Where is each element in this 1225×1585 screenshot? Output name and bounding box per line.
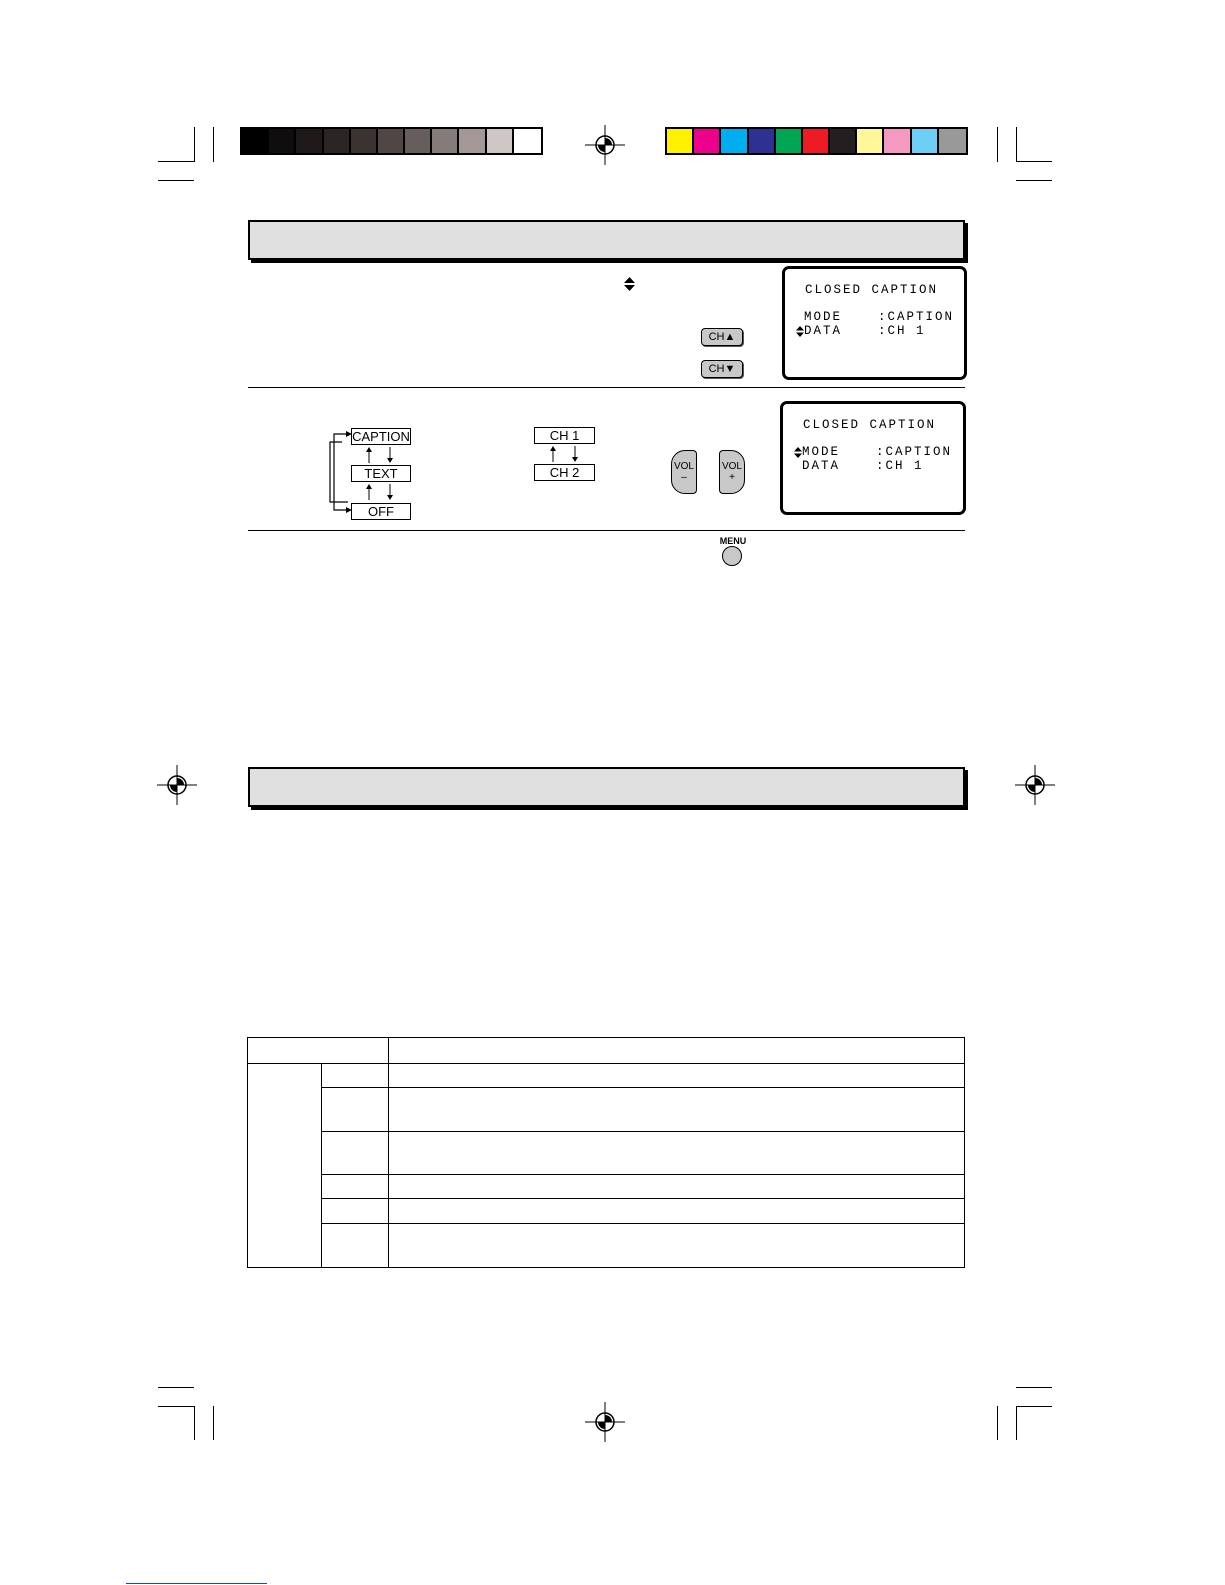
color-swatch xyxy=(884,129,911,153)
osd-title: CLOSED CAPTION xyxy=(803,418,937,432)
crop-mark xyxy=(1016,180,1052,181)
crop-mark xyxy=(213,127,214,162)
table-cell xyxy=(389,1224,965,1268)
osd-data-value: :CH 1 xyxy=(878,324,926,338)
up-down-arrows-icon xyxy=(624,277,635,291)
vol-plus-label: VOL xyxy=(721,461,742,472)
divider xyxy=(248,387,965,388)
table-row xyxy=(248,1088,965,1132)
color-swatch xyxy=(912,129,939,153)
menu-button-label: MENU xyxy=(719,536,747,546)
table-cell xyxy=(389,1132,965,1175)
osd-data-value: :CH 1 xyxy=(876,459,924,473)
color-swatch xyxy=(242,129,269,153)
table-cell xyxy=(389,1064,965,1088)
osd-mode-label: MODE xyxy=(802,445,841,459)
color-bar xyxy=(665,127,968,155)
color-swatch xyxy=(405,129,432,153)
osd-screen-mode-selected xyxy=(780,401,966,515)
data-option-ch2: CH 2 xyxy=(534,464,595,481)
table-row xyxy=(248,1038,965,1064)
mode-option-text: TEXT xyxy=(351,465,411,482)
osd-mode-value: :CAPTION xyxy=(878,310,955,324)
crop-mark xyxy=(1016,1406,1052,1407)
table-cell xyxy=(322,1175,389,1199)
crop-mark xyxy=(213,1406,214,1440)
table-cell xyxy=(322,1132,389,1175)
color-swatch xyxy=(514,129,541,153)
crop-mark xyxy=(1016,127,1017,162)
table-cell xyxy=(248,1064,322,1268)
mode-cycle-bracket xyxy=(328,428,352,516)
vol-minus-sign: – xyxy=(681,472,687,483)
registration-mark-icon xyxy=(585,125,625,165)
crop-mark xyxy=(1016,1387,1052,1388)
table-row xyxy=(248,1064,965,1088)
registration-mark-icon xyxy=(585,1402,625,1442)
color-swatch xyxy=(749,129,776,153)
color-swatch xyxy=(378,129,405,153)
osd-title: CLOSED CAPTION xyxy=(805,283,939,297)
osd-data-label: DATA xyxy=(804,324,843,338)
crop-mark xyxy=(158,161,194,162)
osd-data-label: DATA xyxy=(802,459,841,473)
crop-mark xyxy=(158,1387,194,1388)
table-cell xyxy=(322,1224,389,1268)
menu-button[interactable] xyxy=(722,546,742,566)
table-row xyxy=(248,1175,965,1199)
registration-mark-icon xyxy=(157,765,197,805)
color-swatch xyxy=(803,129,830,153)
table-cell xyxy=(248,1038,389,1064)
up-down-arrows-icon xyxy=(363,484,397,500)
link-underline xyxy=(126,1583,267,1584)
vol-plus-sign: + xyxy=(729,472,735,483)
crop-mark xyxy=(158,1406,194,1407)
section-header-band xyxy=(248,767,965,807)
color-swatch xyxy=(667,129,694,153)
osd-cursor-icon xyxy=(796,326,804,337)
color-swatch xyxy=(776,129,803,153)
table-cell xyxy=(322,1064,389,1088)
color-swatch xyxy=(857,129,884,153)
osd-mode-label: MODE xyxy=(804,310,843,324)
color-swatch xyxy=(487,129,514,153)
table-cell xyxy=(322,1199,389,1224)
table-cell xyxy=(389,1088,965,1132)
table-cell xyxy=(322,1088,389,1132)
table-cell xyxy=(389,1175,965,1199)
osd-screen-data-selected xyxy=(782,266,967,380)
ch-up-button[interactable]: CH▲ xyxy=(701,328,743,346)
osd-mode-value: :CAPTION xyxy=(876,445,953,459)
up-down-arrows-icon xyxy=(363,447,397,463)
crop-mark xyxy=(158,180,194,181)
table-row xyxy=(248,1132,965,1175)
up-down-arrows-icon xyxy=(547,446,581,462)
divider xyxy=(248,530,965,531)
color-swatch xyxy=(269,129,296,153)
table-cell xyxy=(389,1199,965,1224)
table-row xyxy=(248,1224,965,1268)
color-swatch xyxy=(296,129,323,153)
crop-mark xyxy=(997,1406,998,1440)
color-swatch xyxy=(694,129,721,153)
crop-mark xyxy=(1016,1406,1017,1440)
vol-minus-button[interactable] xyxy=(671,450,697,494)
color-swatch xyxy=(432,129,459,153)
osd-cursor-icon xyxy=(794,447,802,458)
color-swatch xyxy=(324,129,351,153)
table-row xyxy=(248,1199,965,1224)
color-swatch xyxy=(721,129,748,153)
specs-table xyxy=(247,1037,965,1268)
color-swatch xyxy=(351,129,378,153)
crop-mark xyxy=(1016,161,1052,162)
data-option-ch1: CH 1 xyxy=(534,427,595,444)
mode-option-off: OFF xyxy=(351,503,411,520)
crop-mark xyxy=(997,127,998,162)
section-header-band xyxy=(248,220,965,260)
crop-mark xyxy=(194,1406,195,1440)
color-swatch xyxy=(939,129,966,153)
color-swatch xyxy=(459,129,486,153)
color-swatch xyxy=(830,129,857,153)
crop-mark xyxy=(194,127,195,162)
registration-mark-icon xyxy=(1015,765,1055,805)
mode-option-caption: CAPTION xyxy=(352,429,410,444)
grayscale-bar xyxy=(240,127,543,155)
vol-plus-button[interactable] xyxy=(719,450,745,494)
ch-down-button[interactable]: CH▼ xyxy=(701,360,743,378)
table-cell xyxy=(389,1038,965,1064)
vol-minus-label: VOL xyxy=(673,461,694,472)
